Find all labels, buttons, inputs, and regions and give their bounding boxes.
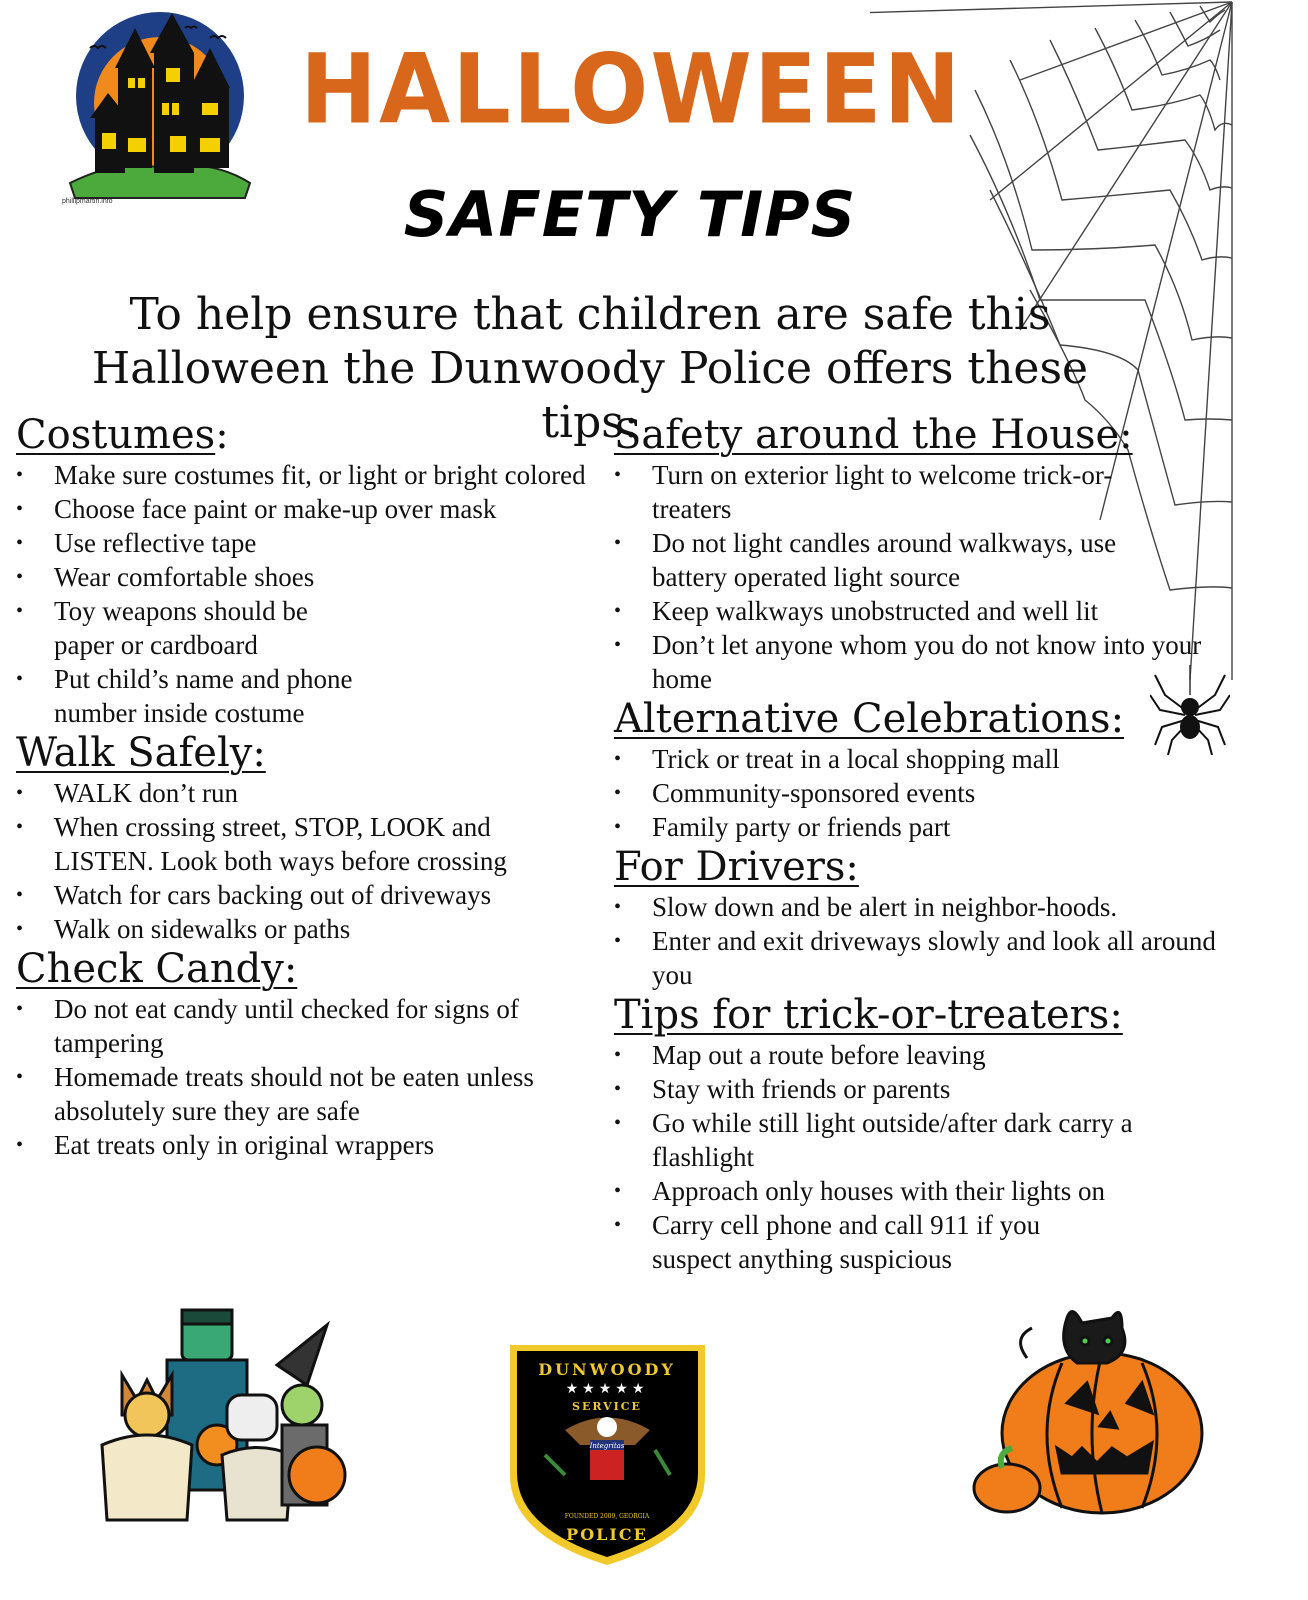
list-item: • Do not light candles around walkways, use battery operated light source xyxy=(614,526,1192,594)
list-item: • Toy weapons should be paper or cardboard xyxy=(16,594,374,662)
svg-text:★★★★★: ★★★★★ xyxy=(565,1381,649,1397)
list-item: • Watch for cars backing out of driveways xyxy=(16,878,616,912)
trick-or-treaters-list xyxy=(614,1038,1254,1276)
list-item: • Turn on exterior light to welcome trick-or-treaters xyxy=(614,458,1122,526)
list-item: • Do not eat candy until checked for signs of tampering xyxy=(16,992,616,1060)
drivers-list xyxy=(614,890,1254,992)
list-item: • Enter and exit driveways slowly and look all around you xyxy=(614,924,1227,992)
list-item: • Don’t let anyone whom you do not know into your home xyxy=(614,628,1212,696)
list-item: • Homemade treats should not be eaten unless absolutely sure they are safe xyxy=(16,1060,564,1128)
house-safety-heading: Safety around the House: xyxy=(614,412,1133,458)
list-item: • Family party or friends part xyxy=(614,810,1254,844)
trick-or-treaters-heading: Tips for trick-or-treaters: xyxy=(614,992,1123,1038)
right-column xyxy=(614,412,1254,1276)
costumes-list xyxy=(16,458,616,730)
badge-founded: FOUNDED 2009, GEORGIA xyxy=(564,1513,650,1520)
list-item: • WALK don’t run xyxy=(16,776,616,810)
page-subtitle: SAFETY TIPS xyxy=(403,178,857,251)
list-item: • When crossing street, STOP, LOOK and LISTEN. Look both ways before crossing xyxy=(16,810,534,878)
list-item: • Community-sponsored events xyxy=(614,776,1254,810)
badge-bottom-text: POLICE xyxy=(566,1525,648,1544)
house-safety-list xyxy=(614,458,1254,696)
illustration-credit: phillipmartin.info xyxy=(62,198,113,205)
spider-icon xyxy=(1150,665,1230,755)
haunted-house-icon xyxy=(60,8,260,208)
list-item: • Choose face paint or make-up over mask xyxy=(16,492,616,526)
list-item: • Carry cell phone and call 911 if you suspect anything suspicious xyxy=(614,1208,1122,1276)
alternative-celebrations-heading: Alternative Celebrations: xyxy=(614,696,1125,742)
list-item: • Wear comfortable shoes xyxy=(16,560,616,594)
costumes-heading: Costumes: xyxy=(16,412,229,458)
badge-motto: Integritas xyxy=(589,1442,625,1450)
list-item: • Make sure costumes fit, or light or bright colored xyxy=(16,458,616,492)
list-item: • Eat treats only in original wrappers xyxy=(16,1128,616,1162)
badge-service-text: SERVICE xyxy=(572,1400,642,1413)
list-item: • Go while still light outside/after dark carry a flashlight xyxy=(614,1106,1172,1174)
trick-or-treaters-illustration xyxy=(92,1305,362,1535)
intro-line-2: Halloween the Dunwoody Police offers these tips: xyxy=(91,343,1089,448)
police-badge-logo xyxy=(505,1335,710,1570)
list-item: • Walk on sidewalks or paths xyxy=(16,912,616,946)
list-item: • Slow down and be alert in neighbor-hoods. xyxy=(614,890,1152,924)
walk-safely-heading: Walk Safely: xyxy=(16,730,266,776)
alternative-celebrations-list xyxy=(614,742,1254,844)
list-item: • Stay with friends or parents xyxy=(614,1072,1254,1106)
list-item: • Trick or treat in a local shopping mall xyxy=(614,742,1254,776)
list-item: • Map out a route before leaving xyxy=(614,1038,1254,1072)
badge-top-text: DUNWOODY xyxy=(538,1360,676,1379)
left-column xyxy=(16,412,616,1162)
list-item: • Approach only houses with their lights on xyxy=(614,1174,1254,1208)
drivers-heading: For Drivers: xyxy=(614,844,859,890)
intro-line-1: To help ensure that children are safe this xyxy=(129,289,1051,340)
walk-safely-list xyxy=(16,776,616,946)
check-candy-heading: Check Candy: xyxy=(16,946,298,992)
page-title: HALLOWEEN xyxy=(300,33,963,146)
jack-o-lantern-cat-illustration xyxy=(972,1308,1212,1518)
check-candy-list xyxy=(16,992,616,1162)
list-item: • Keep walkways unobstructed and well lit xyxy=(614,594,1254,628)
list-item: • Use reflective tape xyxy=(16,526,616,560)
list-item: • Put child’s name and phone number inside costume xyxy=(16,662,434,730)
